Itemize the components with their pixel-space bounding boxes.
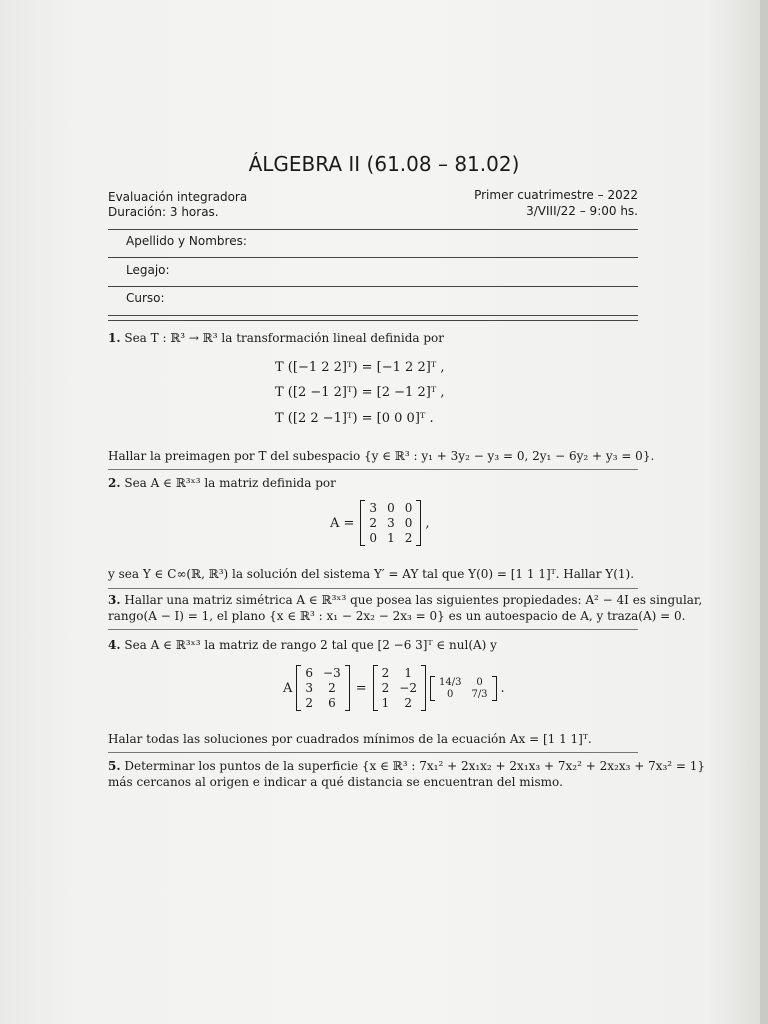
problem-1-equation: T ([2 −1 2]ᵀ) = [2 −1 2]ᵀ , [275,385,445,400]
field-rule [108,257,638,258]
name-field-label: Apellido y Nombres: [126,234,247,248]
problem-2-matrix-eq: A = 3 0 0 2 3 0 0 1 2 , [330,501,430,545]
problem-4-task: Halar todas las soluciones por cuadrados mínimos de la ecuación Ax = [1 1 1]ᵀ. [108,732,592,746]
problem-1-intro [108,330,444,346]
exam-type: Evaluación integradora [108,190,248,204]
problem-text: Sea A ∈ ℝ³ˣ³ la matriz de rango 2 tal que [2 −6 3]ᵀ ∈ nul(A) y [124,638,497,652]
problem-text: Sea T : ℝ³ → ℝ³ la transformación lineal definida por [124,331,445,345]
problem-4-intro [108,637,497,653]
problem-divider [108,588,638,589]
problem-1-equation: T ([2 2 −1]ᵀ) = [0 0 0]ᵀ . [275,411,434,426]
matrix-m3: 14/3 0 0 7/3 [430,676,497,701]
matrix-a: 3 0 0 2 3 0 0 1 2 [360,500,421,546]
exam-title: ÁLGEBRA II (61.08 – 81.02) [248,152,520,176]
problem-divider [108,752,638,753]
field-rule [108,315,638,316]
problem-2-intro [108,475,336,491]
matrix-m2: 2 1 2 −2 1 2 [373,665,426,711]
problem-text: Sea A ∈ ℝ³ˣ³ la matriz definida por [124,476,336,490]
curso-field-label: Curso: [126,291,165,305]
problem-5-line2: más cercanos al origen e indicar a qué distancia se encuentran del mismo. [108,775,563,789]
field-rule [108,229,638,230]
problem-divider [108,629,638,630]
matrix-m1: 6 −3 3 2 2 6 [296,665,349,711]
problem-2-task: y sea Y ∈ C∞(ℝ, ℝ³) la solución del sistema Y′ = AY tal que Y(0) = [1 1 1]ᵀ. Hallar Y(1). [108,567,635,581]
problem-3-line1 [108,592,702,608]
field-rule [108,320,638,321]
problem-1-equation: T ([−1 2 2]ᵀ) = [−1 2 2]ᵀ , [275,360,445,375]
exam-datetime: 3/VIII/22 – 9:00 hs. [526,204,638,218]
problem-4-factorization: A 6 −3 3 2 2 6 = 2 1 2 −2 1 2 14/3 0 0 7/3 . [283,666,505,710]
problem-1-task: Hallar la preimagen por T del subespacio {y ∈ ℝ³ : y₁ + 3y₂ − y₃ = 0, 2y₁ − 6y₂ + y₃ = 0}. [108,449,655,463]
problem-text: Hallar una matriz simétrica A ∈ ℝ³ˣ³ que posea las siguientes propiedades: A² − 4I es singular, [124,593,703,607]
problem-divider [108,469,638,470]
problem-5-line1 [108,758,705,774]
field-rule [108,286,638,287]
problem-number: 1. [108,331,121,345]
problem-number: 5. [108,759,121,773]
problem-number: 4. [108,638,121,652]
problem-number: 3. [108,593,121,607]
exam-term: Primer cuatrimestre – 2022 [474,188,638,202]
problem-text: Determinar los puntos de la superficie {x ∈ ℝ³ : 7x₁² + 2x₁x₂ + 2x₁x₃ + 7x₂² + 2x₂x₃ + 7x₃² = 1} [124,759,706,773]
problem-number: 2. [108,476,121,490]
legajo-field-label: Legajo: [126,263,170,277]
problem-3-line2: rango(A − I) = 1, el plano {x ∈ ℝ³ : x₁ − 2x₂ − 2x₃ = 0} es un autoespacio de A, y traza(A) = 0. [108,609,686,623]
exam-duration: Duración: 3 horas. [108,205,219,219]
